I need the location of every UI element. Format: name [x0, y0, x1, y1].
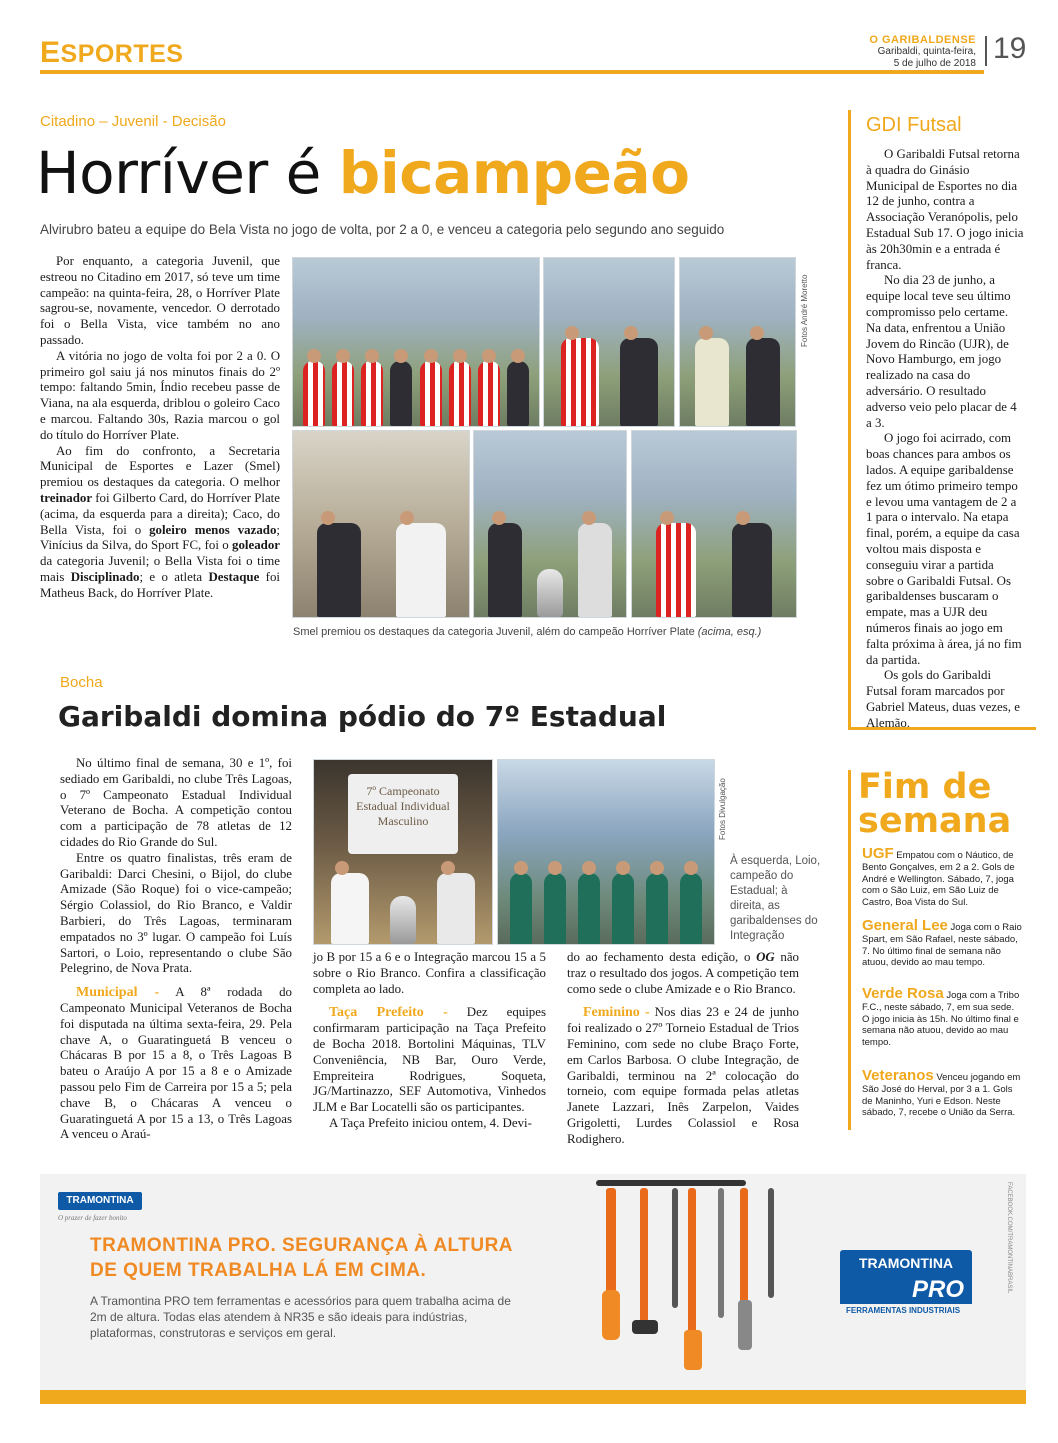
ad-copy: A Tramontina PRO tem ferramentas e acessórios para quem trabalha acima de 2m de altura. Todas elas atendem à NR35 e são ideais para indústrias, plataformas, construtoras e serviços em geral.: [90, 1294, 511, 1340]
tramontina-pro-logo: TRAMONTINA: [840, 1250, 972, 1276]
feminino-text: Nos dias 23 e 24 de junho foi realizado o 27º Torneio Estadual de Trios Feminino, com sede no clube Braço Forte, em Carlos Barbosa. O clube Integração, de Garibaldi, terminou na 2ª colocação do torneio, com equipe formada pelas atletas Janete Lazzari, Inês Zarpelon, Vaides Grigoletti, Lurdes Colassiol e Rosa Rodighero.: [567, 1005, 799, 1146]
article-paragraph-2: A vitória no jogo de volta foi por 2 a 0. O primeiro gol saiu já nos minutos finais do 2º tempo: faltando 5min, Índio recebeu passe de Viana, na ala esquerda, driblou o goleiro Caco e marcou. Faltando 30s, Razia marcou o gol do título do Horríver Plate.: [40, 348, 280, 442]
pro-word: PRO: [840, 1276, 972, 1304]
p3-bold-coach: treinador: [40, 490, 93, 505]
bocha-paragraph-taca: [313, 1005, 546, 1116]
bocha-paragraph-feminino: [567, 1005, 799, 1147]
headline-plain: Horríver é: [36, 139, 339, 207]
player-figure: [303, 361, 325, 426]
discipline-award-photo: [473, 430, 627, 618]
article-dek: Alvirubro bateu a equipe do Bela Vista no jogo de volta, por 2 a 0, e venceu a categoria pelo segundo ano seguido: [40, 222, 725, 237]
weekend-team: Veteranos: [862, 1067, 934, 1084]
highlight-figures: [632, 483, 796, 617]
photo-credit: Fotos André Moretto: [800, 274, 809, 347]
trophy-icon: [537, 569, 563, 617]
lanyard-icon: [606, 1188, 616, 1298]
headline-highlight: bicampeão: [338, 139, 690, 207]
screwdriver-icon: [718, 1188, 724, 1318]
bocha-kicker: Bocha: [60, 674, 103, 691]
municipal-text: A 8ª rodada do Campeonato Municipal Veteranos de Bocha foi disputada na última sexta-feira, 29. Pela chave A, o Guaratinguetá B venceu o Chácaras B por 15 a 8, o Três Lagoas B bateu o Araújo A por 15 a 8 e o Amizade passou pelo Fim de Carreira por 15 a 5; pela chave B, o Chácaras A venceu o Guaratinguetá A por 15 a 13, o Três Lagoas A venceu o Araú-: [60, 985, 292, 1142]
player-figure: [317, 523, 361, 617]
scorer-award-photo: [679, 257, 796, 427]
champion-figures: [314, 843, 492, 944]
tramontina-tagline: O prazer de fazer bonito: [58, 1214, 127, 1222]
player-figure: [449, 361, 471, 426]
taca-text: Dez equipes confirmaram participação na Taça Prefeito de Bocha 2018. Bortolini Máquinas, TLV Conveniência, NB Bar, Ouro Verde, Empreiteira Rodrigues, Soqueta, JG/Martinazzo, SEF Automotiva, Vinhedos JLM e Bar Locatelli são os participantes.: [313, 1005, 546, 1115]
player-figure: [331, 873, 369, 944]
sidebar-paragraph-4: Os gols do Garibaldi Futsal foram marcados por Gabriel Mateus, duas vezes, e Alemão.: [866, 668, 1020, 730]
bocha-column-3: [567, 950, 799, 1148]
player-figure: [746, 338, 780, 426]
article-kicker: Citadino – Juvenil - Decisão: [40, 113, 226, 130]
wrench-icon: [672, 1188, 678, 1308]
sidebar-paragraph-2: No dia 23 de junho, a equipe local teve seu último compromisso pelo certame. Na data, enfrentou a União Jovem do Rincão (UJR), de Novo Hamburgo, em jogo realizado na casa do adversário. O resultado adverso veio pelo placar de 4 a 3.: [866, 273, 1017, 430]
ad-headline-line-1: TRAMONTINA PRO. SEGURANÇA À ALTURA: [90, 1235, 514, 1256]
weekend-item-general-lee: [862, 917, 1024, 969]
weekend-title-line-1: Fim de: [858, 767, 992, 807]
player-figure: [695, 338, 729, 426]
sidebar-paragraph-1: O Garibaldi Futsal retorna à quadra do Ginásio Municipal de Esportes no dia 12 de junho, contra a Associação Veranópolis, pelo Estadual Sub 17. O jogo inicia às 20h30min e a entrada é franca.: [866, 147, 1024, 272]
lanyard-icon: [640, 1188, 648, 1328]
weekend-text: Empatou com o Náutico, de Bento Gonçalves, em 2 a 2. Gols de André e Wellington. Sábado, 7, joga com o São Luiz, em São Luiz de Castro, Boa Vista do Sul.: [862, 850, 1015, 909]
caption-text: Smel premiou os destaques da categoria Juvenil, além do campeão Horríver Plate: [293, 626, 698, 638]
p3-text-c: foi Gilberto Card, do Horríver Plate (acima, da esquerda para a direita); Caco, do Bella Vista, foi o: [40, 490, 280, 537]
highlight-award-photo: [631, 430, 797, 618]
weekend-text: Joga com o Raio Spart, em São Rafael, neste sábado, 7. No último final de semana não atuou, devido ao mau tempo.: [862, 922, 1022, 969]
bocha-paragraph-taca-2: A Taça Prefeito iniciou ontem, 4. Devi-: [329, 1115, 532, 1130]
municipal-heading: Municipal -: [76, 985, 160, 1001]
discipline-figures: [474, 483, 626, 617]
coach-figures: [544, 300, 674, 426]
article-headline: [36, 138, 690, 208]
player-figure: [578, 873, 600, 944]
player-figure: [646, 873, 668, 944]
player-figure: [390, 361, 412, 426]
champion-photo: [313, 759, 493, 945]
photo-caption: [293, 626, 793, 638]
player-figure: [478, 361, 500, 426]
section-name: [40, 36, 184, 70]
lanyard-icon: [740, 1188, 748, 1308]
player-figure: [612, 873, 634, 944]
bocha-paragraph-2: Entre os quatro finalistas, três eram de Garibaldi: Darci Chesini, o Bijol, do clube Amizade (São Roque) foi o vice-campeão; Sérgio Colassiol, do Rio Branco, e Valdir Barbieri, do Três Lagoas, terminaram empatados no 3º lugar. O campeão foi Luís Sartori, o Loio, representando o clube São Pelegrino, de Nova Prata.: [60, 850, 292, 976]
hanging-rail: [596, 1180, 746, 1186]
section-rule: [40, 70, 984, 74]
player-figure: [361, 361, 383, 426]
bocha-paragraph-1: No último final de semana, 30 e 1º, foi sediado em Garibaldi, no clube Três Lagoas, o 7º Campeonato Estadual Individual Veterano de Bocha. A competição contou com a participação de 78 atletas de 12 cidades do Rio Grande do Sul.: [60, 756, 292, 849]
bocha-column-2: [313, 950, 546, 1132]
sidebar-title: GDI Futsal: [866, 114, 962, 136]
player-figure: [420, 361, 442, 426]
adjustable-wrench-icon: [738, 1300, 752, 1350]
page-number: 19: [993, 32, 1027, 65]
weekend-item-veteranos: [862, 1067, 1024, 1119]
weekend-text: Venceu jogando em São José do Herval, por 3 a 1. Gols de Maninho, Yuri e Edson. Neste sábado, 7, recebe o União da Serra.: [862, 1072, 1021, 1119]
pipe-wrench-icon: [684, 1330, 702, 1370]
p3-text-a: Ao fim do confronto, a Secretaria Municipal de Esportes e Lazer (Smel) premiou os destaques da categoria. O melhor: [40, 443, 280, 490]
p3-bold-scorer: goleador: [232, 538, 280, 553]
tools-illustration: [588, 1180, 798, 1380]
sidebar-body: [866, 147, 1024, 731]
tramontina-logo: TRAMONTINA: [58, 1192, 142, 1210]
weekend-item-ugf: [862, 845, 1024, 909]
bocha-photo-credit: Fotos Divulgação: [718, 778, 727, 840]
section-initial: E: [40, 36, 61, 69]
og-text-a: do ao fechamento desta edição, o: [567, 950, 757, 964]
team-figures: [293, 334, 539, 426]
facebook-url[interactable]: FACEBOOK.COM/TRAMONTINABRASIL: [1006, 1182, 1012, 1294]
og-text-b: não traz o resultado dos jogos. A competição tem como sede o clube Amizade e o Rio Branco.: [567, 950, 799, 996]
player-figure: [488, 523, 522, 617]
scorer-figures: [680, 300, 795, 426]
player-figure: [544, 873, 566, 944]
player-figure: [507, 361, 529, 426]
weekend-title-line-2: semana: [858, 801, 1012, 841]
bocha-paragraph-og: [567, 950, 799, 997]
weekend-item-verde-rosa: [862, 985, 1024, 1049]
player-figure: [437, 873, 475, 944]
weekend-team: General Lee: [862, 917, 948, 934]
player-figure: [620, 338, 658, 426]
lanyard-icon: [688, 1188, 696, 1338]
goalkeeper-award-photo: [292, 430, 470, 618]
spanner-icon: [768, 1188, 774, 1298]
tournament-banner: 7º Campeonato Estadual Individual Masculino: [348, 774, 458, 854]
trophy-icon: [390, 896, 416, 944]
coach-award-photo: [543, 257, 675, 427]
player-figure: [656, 523, 696, 617]
article-body: [40, 254, 280, 602]
weekend-title: [858, 767, 1012, 841]
p3-text-e: da categoria Juvenil; o Bella Vista foi o time mais: [40, 554, 280, 584]
p3-text-d: ; Vinícius da Silva, do Sport FC, foi o: [40, 522, 280, 553]
player-figure: [561, 338, 599, 426]
p3-text-f: ; e o atleta: [139, 569, 209, 584]
bocha-column-1: [60, 756, 292, 1143]
weekend-text: Joga com a Tribo F.C., neste sábado, 7, em sua sede. O jogo inicia às 15h. No último final e semana não atuou, devido ao mau tempo.: [862, 990, 1020, 1049]
player-figure: [732, 523, 772, 617]
feminino-heading: Feminino -: [583, 1005, 650, 1021]
pro-subtitle: FERRAMENTAS INDUSTRIAIS: [846, 1306, 961, 1315]
article-paragraph-1: Por enquanto, a categoria Juvenil, que estreou no Citadino em 2017, só teve um time campeão: na quinta-feira, 28, o Horríver Plate sagrou-se, novamente, vencedor. O derrotado foi o Bella Vista, vice também no ano passado.: [40, 254, 280, 347]
weekend-team: Verde Rosa: [862, 985, 944, 1002]
sidebar-paragraph-3: O jogo foi acirrado, com boas chances para ambos os lados. A equipe garibaldense fez um ótimo primeiro tempo e levou uma vantagem de 2 a 1 para o intervalo. Na etapa final, porém, a equipe da casa voltou mais disposta e conseguiu virar a partida sobre o Garibaldi Futsal. Os garibaldenses buscaram o empate, mas a UJR deu números finais ao jogo em falta próxima à área, já no fim da partida.: [866, 431, 1022, 667]
women-figures: [498, 843, 714, 944]
pliers-icon: [602, 1290, 620, 1340]
team-photo: [292, 257, 540, 427]
bocha-paragraph-municipal: [60, 985, 292, 1143]
date-line-1: Garibaldi, quinta-feira,: [877, 46, 976, 57]
caption-italic: (acima, esq.): [697, 626, 762, 638]
player-figure: [510, 873, 532, 944]
ad-headline: [90, 1233, 513, 1283]
og-abbrev: OG: [756, 950, 775, 964]
player-figure: [680, 873, 702, 944]
p3-bold-disciplined: Disciplinado: [70, 569, 140, 584]
ad-headline-line-2: DE QUEM TRABALHA LÁ EM CIMA.: [90, 1260, 427, 1281]
player-figure: [396, 523, 446, 617]
page-separator: [985, 36, 987, 66]
bocha-caption: À esquerda, Loio, campeão do Estadual; à direita, as garibaldenses do Integração: [730, 855, 821, 942]
paper-name: O GARIBALDENSE: [869, 34, 976, 46]
taca-heading: Taça Prefeito -: [329, 1005, 448, 1021]
bocha-paragraph-continued: jo B por 15 a 6 e o Integração marcou 15 a 5 sobre o Rio Branco. Confira a classificação completa ao lado.: [313, 950, 546, 996]
bocha-headline: Garibaldi domina pódio do 7º Estadual: [58, 700, 667, 733]
section-label: SPORTES: [60, 40, 184, 68]
ad-bottom-bar: [40, 1390, 1026, 1404]
date-line-2: 5 de julho de 2018: [893, 58, 976, 69]
goalkeeper-figures: [293, 483, 469, 617]
weekend-team: UGF: [862, 845, 894, 862]
p3-bold-highlight: Destaque: [208, 569, 260, 584]
hammer-head-icon: [632, 1320, 658, 1334]
masthead: [869, 34, 976, 70]
women-team-photo: [497, 759, 715, 945]
p3-bold-goalkeeper: goleiro menos vazado: [149, 522, 277, 537]
player-figure: [332, 361, 354, 426]
article-paragraph-3: [40, 444, 280, 602]
p3-text-g: foi Matheus Back, do Horríver Plate.: [40, 569, 280, 600]
player-figure: [578, 523, 612, 617]
